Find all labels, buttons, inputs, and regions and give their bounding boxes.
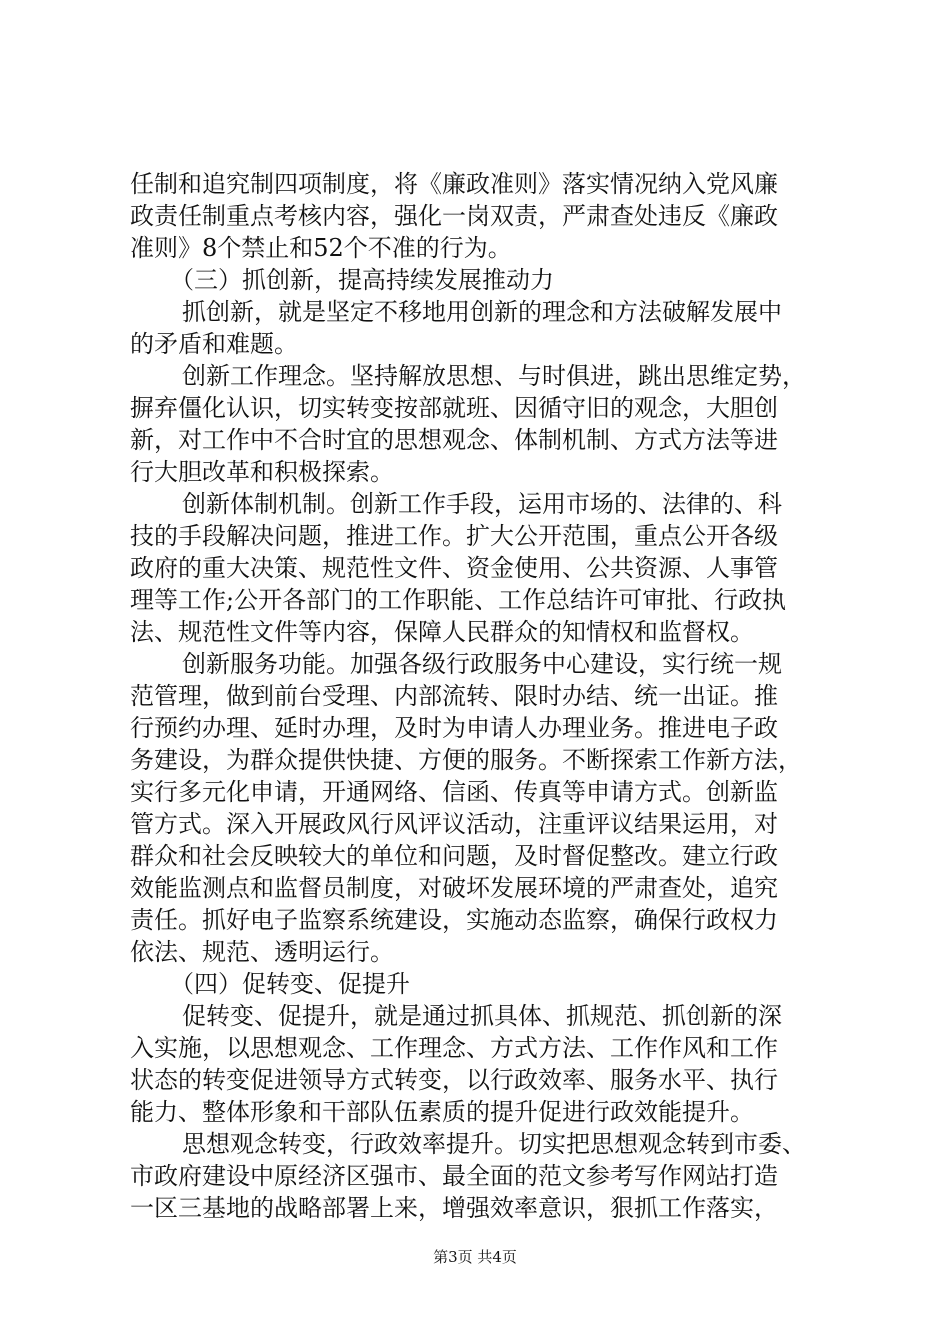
text-line: 摒弃僵化认识，切实转变按部就班、因循守旧的观念，大胆创 [130, 394, 778, 422]
text-line: 政责任制重点考核内容，强化一岗双责，严肃查处违反《廉政 [130, 202, 778, 230]
text-line: 准则》8个禁止和52个不准的行为。 [130, 234, 512, 262]
text-line: 能力、整体形象和干部队伍素质的提升促进行政效能提升。 [130, 1098, 754, 1126]
text-line: 管方式。深入开展政风行风评议活动，注重评议结果运用，对 [130, 810, 778, 838]
text-line: 政府的重大决策、规范性文件、资金使用、公共资源、人事管 [130, 554, 778, 582]
text-line: 促转变、促提升，就是通过抓具体、抓规范、抓创新的深 [182, 1002, 782, 1030]
text-line: 依法、规范、透明运行。 [130, 938, 394, 966]
text-line: 创新工作理念。坚持解放思想、与时俱进，跳出思维定势， [182, 362, 806, 390]
document-body [130, 168, 830, 1224]
text-line: 群众和社会反映较大的单位和问题，及时督促整改。建立行政 [130, 842, 778, 870]
text-line: 行大胆改革和积极探索。 [130, 458, 394, 486]
text-line: 创新服务功能。加强各级行政服务中心建设，实行统一规 [182, 650, 782, 678]
text-line: 市政府建设中原经济区强市、最全面的范文参考写作网站打造 [130, 1162, 778, 1190]
text-line: 法、规范性文件等内容，保障人民群众的知情权和监督权。 [130, 618, 754, 646]
section-heading: （三）抓创新，提高持续发展推动力 [170, 266, 554, 294]
text-line: 行预约办理、延时办理，及时为申请人办理业务。推进电子政 [130, 714, 778, 742]
text-line: 新，对工作中不合时宜的思想观念、体制机制、方式方法等进 [130, 426, 778, 454]
text-line: 务建设，为群众提供快捷、方便的服务。不断探索工作新方法， [130, 746, 802, 774]
text-line: 入实施，以思想观念、工作理念、方式方法、工作作风和工作 [130, 1034, 778, 1062]
text-line: 状态的转变促进领导方式转变，以行政效率、服务水平、执行 [130, 1066, 778, 1094]
text-line: 任制和追究制四项制度，将《廉政准则》落实情况纳入党风廉 [130, 170, 778, 198]
text-line: 一区三基地的战略部署上来，增强效率意识，狠抓工作落实， [130, 1194, 778, 1222]
text-line: 技的手段解决问题，推进工作。扩大公开范围，重点公开各级 [130, 522, 778, 550]
text-line: 的矛盾和难题。 [130, 330, 298, 358]
text-line: 效能监测点和监督员制度，对破坏发展环境的严肃查处，追究 [130, 874, 778, 902]
text-line: 思想观念转变，行政效率提升。切实把思想观念转到市委、 [182, 1130, 806, 1158]
text-line: 实行多元化申请，开通网络、信函、传真等申请方式。创新监 [130, 778, 778, 806]
section-heading: （四）促转变、促提升 [170, 970, 410, 998]
text-line: 理等工作;公开各部门的工作职能、工作总结许可审批、行政执 [130, 586, 787, 614]
text-line: 责任。抓好电子监察系统建设，实施动态监察，确保行政权力 [130, 906, 778, 934]
page-number-footer: 第3页 共4页 [433, 1248, 517, 1266]
text-line: 范管理，做到前台受理、内部流转、限时办结、统一出证。推 [130, 682, 778, 710]
text-line: 创新体制机制。创新工作手段，运用市场的、法律的、科 [182, 490, 782, 518]
text-line: 抓创新，就是坚定不移地用创新的理念和方法破解发展中 [182, 298, 782, 326]
